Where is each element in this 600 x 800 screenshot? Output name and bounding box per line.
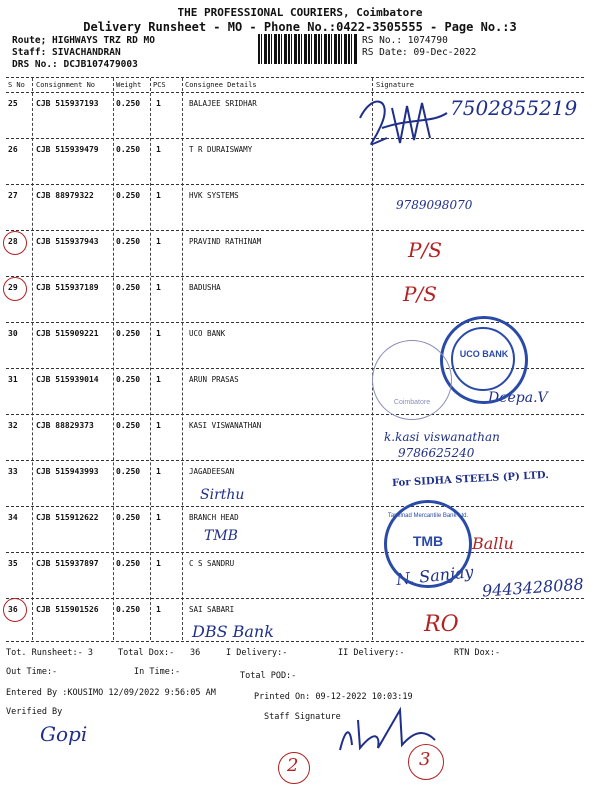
total-pod-label: Total POD:-	[240, 671, 297, 681]
row-weight: 0.250	[116, 283, 141, 292]
handwritten-note: P/S	[403, 282, 437, 306]
column-header-signature: Signature	[376, 81, 414, 89]
printed-on: Printed On: 09-12-2022 10:03:19	[254, 692, 413, 702]
tmb-bank-stamp	[384, 500, 475, 589]
row-consignee: ARUN PRASAS	[189, 375, 239, 384]
table-bottom-rule	[6, 641, 584, 642]
total-runsheet: Tot. Runsheet:- 3	[6, 648, 93, 658]
row-divider	[6, 184, 584, 185]
company-stamp-text: For SIDHA STEELS (P) LTD.	[391, 469, 549, 490]
column-header-consignee: Consignee Details	[185, 81, 257, 89]
row-weight: 0.250	[116, 145, 141, 154]
total-dox-value: 36	[190, 648, 201, 658]
row-consignment: CJB 515937943	[36, 237, 99, 246]
row-consignee: BADUSHA	[189, 283, 221, 292]
table-row	[0, 185, 600, 231]
row-sno: 36	[8, 605, 18, 614]
row-pcs: 1	[156, 145, 161, 154]
handwritten-note: TMB	[204, 528, 238, 544]
table-row	[0, 139, 600, 185]
row-consignment: CJB 88979322	[36, 191, 94, 200]
row-pcs: 1	[156, 283, 161, 292]
handwritten-name: DBS Bank	[192, 622, 274, 641]
circled-number: 3	[419, 749, 431, 770]
row-sno: 25	[8, 99, 18, 108]
row-consignee: JAGADEESAN	[189, 467, 235, 476]
row-pcs: 1	[156, 375, 161, 384]
table-row	[0, 599, 600, 645]
handwritten-name: k.kasi viswanathan	[384, 430, 500, 444]
handwritten-note: P/S	[408, 238, 442, 262]
uco-bank-stamp	[440, 316, 528, 404]
handwritten-signature: N. Sanjay	[395, 562, 475, 589]
rtn-dox-label: RTN Dox:-	[454, 648, 501, 658]
row-consignee: KASI VISWANATHAN	[189, 421, 262, 430]
row-consignment: CJB 515912622	[36, 513, 99, 522]
row-consignee: HVK SYSTEMS	[189, 191, 239, 200]
i-delivery-label: I Delivery:-	[226, 648, 288, 658]
red-circle-mark	[408, 744, 444, 780]
handwritten-phone: 9789098070	[396, 198, 473, 212]
red-circle-mark	[3, 231, 27, 255]
row-pcs: 1	[156, 513, 161, 522]
row-pcs: 1	[156, 237, 161, 246]
tmb-stamp-text: TMB	[412, 533, 444, 549]
row-consignment: CJB 515937897	[36, 559, 99, 568]
column-header-sno: S No	[8, 81, 25, 89]
row-divider	[6, 506, 584, 507]
row-pcs: 1	[156, 191, 161, 200]
row-consignment: CJB 515939479	[36, 145, 99, 154]
row-consignee: SAI SABARI	[189, 605, 235, 614]
table-row	[0, 415, 600, 461]
row-consignee: BALAJEE SRIDHAR	[189, 99, 257, 108]
ii-delivery-label: II Delivery:-	[338, 648, 405, 658]
handwritten-signature: Deepa.V	[488, 390, 548, 406]
row-sno: 30	[8, 329, 18, 338]
row-consignment: CJB 515901526	[36, 605, 99, 614]
uco-stamp-text: UCO BANK	[459, 349, 509, 359]
row-consignment: CJB 515939014	[36, 375, 99, 384]
company-name: THE PROFESSIONAL COURIERS, Coimbatore	[177, 6, 423, 19]
round-seal-stamp	[372, 340, 452, 420]
row-divider	[6, 414, 584, 415]
tmb-ring-text: Tamilnad Mercantile Bank Ltd.	[387, 513, 469, 519]
barcode-image	[258, 34, 358, 64]
circled-number: 2	[287, 755, 299, 776]
row-consignment: CJB 515937193	[36, 99, 99, 108]
row-sno: 29	[8, 283, 18, 292]
handwritten-phone: 9443428088	[481, 574, 585, 601]
row-divider	[6, 460, 584, 461]
row-weight: 0.250	[116, 329, 141, 338]
seal-text: Coimbatore	[393, 399, 431, 406]
row-consignee: T R DURAISWAMY	[189, 145, 253, 154]
row-consignment: CJB 515937189	[36, 283, 99, 292]
row-sno: 31	[8, 375, 18, 384]
row-consignment: CJB 515943993	[36, 467, 99, 476]
row-pcs: 1	[156, 99, 161, 108]
row-weight: 0.250	[116, 237, 141, 246]
row-weight: 0.250	[116, 99, 141, 108]
row-consignee: UCO BANK	[189, 329, 226, 338]
staff-label: Staff: SIVACHANDRAN	[12, 47, 121, 58]
handwritten-signature: Sirthu	[200, 487, 245, 503]
column-header-consignment: Consignment No	[36, 81, 96, 89]
row-pcs: 1	[156, 329, 161, 338]
row-pcs: 1	[156, 467, 161, 476]
row-weight: 0.250	[116, 559, 141, 568]
handwritten-note: RO	[424, 612, 459, 637]
row-pcs: 1	[156, 605, 161, 614]
row-divider	[6, 138, 584, 139]
row-sno: 35	[8, 559, 18, 568]
row-weight: 0.250	[116, 375, 141, 384]
rs-number: RS No.: 1074790	[362, 35, 448, 46]
handwritten-signature: Ballu	[472, 534, 514, 553]
row-consignee: PRAVIND RATHINAM	[189, 237, 262, 246]
row-consignment: CJB 88829373	[36, 421, 94, 430]
handwritten-phone: 7502855219	[450, 96, 578, 120]
verified-by-label: Verified By	[6, 707, 63, 717]
row-weight: 0.250	[116, 191, 141, 200]
column-header-weight: Weight	[116, 81, 142, 89]
row-weight: 0.250	[116, 605, 141, 614]
red-circle-mark	[3, 277, 27, 301]
in-time-label: In Time:-	[134, 667, 181, 677]
row-sno: 26	[8, 145, 18, 154]
verified-signature: Gopi	[40, 722, 88, 746]
row-pcs: 1	[156, 559, 161, 568]
page-title: Delivery Runsheet - MO - Phone No.:0422-3505555 - Page No.:3	[83, 20, 517, 34]
red-circle-mark	[3, 598, 27, 622]
total-dox-label: Total Dox:-	[118, 648, 175, 658]
table-top-rule	[6, 77, 584, 78]
row-sno: 33	[8, 467, 18, 476]
row-sno: 27	[8, 191, 18, 200]
row-weight: 0.250	[116, 421, 141, 430]
table-row	[0, 231, 600, 277]
row-sno: 34	[8, 513, 18, 522]
red-circle-mark	[278, 752, 310, 784]
row-weight: 0.250	[116, 467, 141, 476]
row-consignee: C S SANDRU	[189, 559, 235, 568]
out-time-label: Out Time:-	[6, 667, 58, 677]
row-consignment: CJB 515909221	[36, 329, 99, 338]
handwritten-phone: 9786625240	[398, 446, 475, 460]
row-pcs: 1	[156, 421, 161, 430]
row-divider	[6, 276, 584, 277]
route-label: Route; HIGHWAYS TRZ RD MO	[12, 35, 155, 46]
entered-by: Entered By :KOUSIMO 12/09/2022 9:56:05 AM	[6, 688, 216, 698]
table-row	[0, 461, 600, 507]
signature-scribble	[352, 88, 452, 158]
row-sno: 32	[8, 421, 18, 430]
column-header-pcs: PCS	[153, 81, 166, 89]
row-weight: 0.250	[116, 513, 141, 522]
row-divider	[6, 230, 584, 231]
row-sno: 28	[8, 237, 18, 246]
rs-date: RS Date: 09-Dec-2022	[362, 47, 477, 58]
drs-number: DRS No.: DCJB107479003	[12, 59, 138, 70]
table-row	[0, 277, 600, 323]
staff-signature-label: Staff Signature	[264, 712, 341, 722]
row-consignee: BRANCH HEAD	[189, 513, 239, 522]
